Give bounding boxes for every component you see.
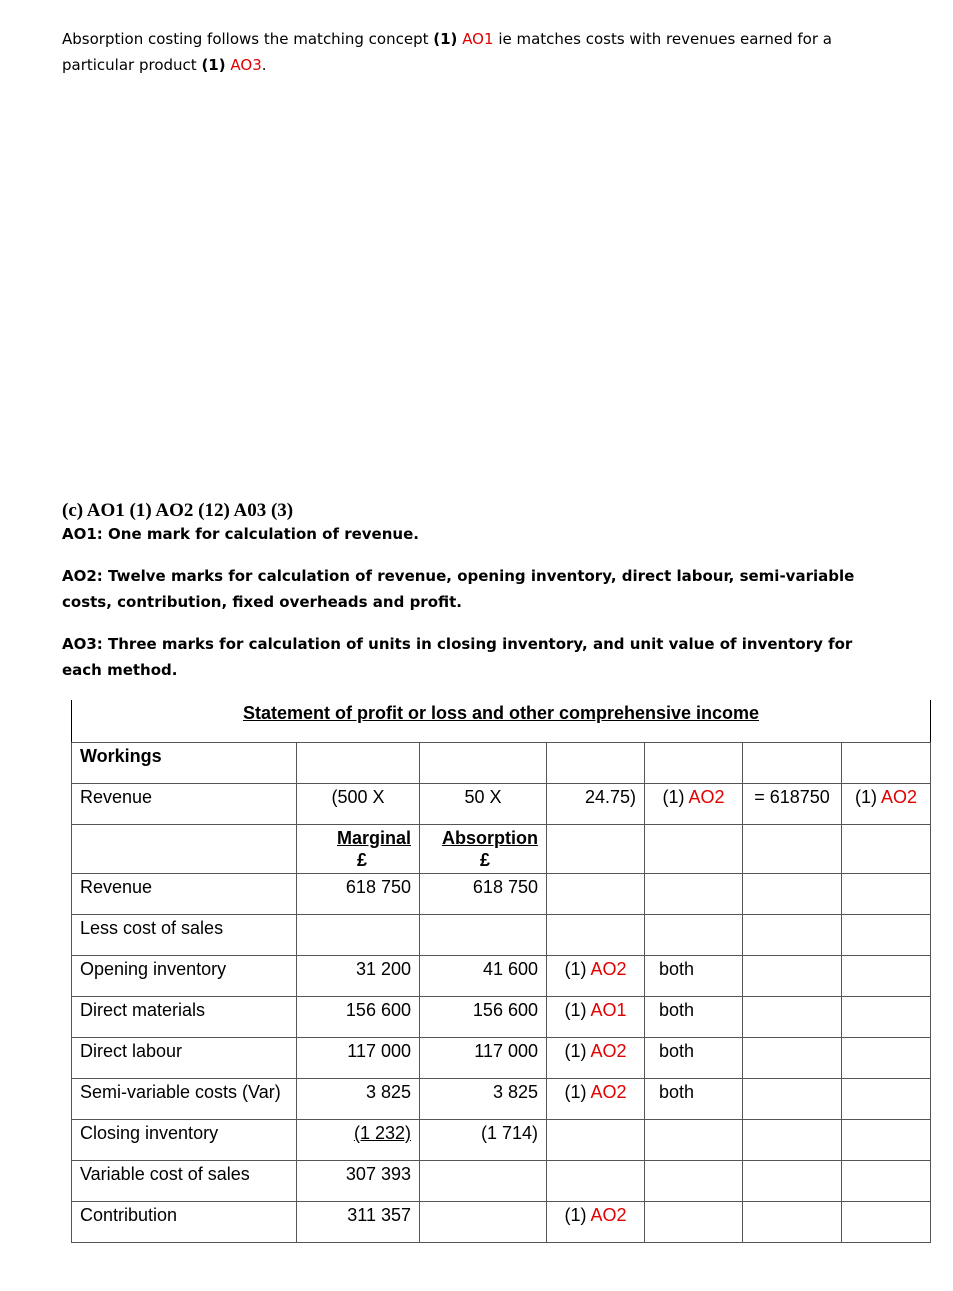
absorption-value: (1 714) [420, 1120, 547, 1161]
currency: £ [356, 850, 367, 870]
absorption-value [420, 915, 547, 956]
ao3-criteria: AO3: Three marks for calculation of units in closing inventory, and unit value of inventory for each method. [62, 635, 853, 679]
ao-label: AO3 [230, 56, 262, 74]
working-cell: 50 X [420, 784, 547, 825]
note-cell [645, 1161, 743, 1202]
absorption-value: 156 600 [420, 997, 547, 1038]
value: 117 000 [347, 1041, 411, 1061]
absorption-value [420, 1161, 547, 1202]
table-row [72, 1202, 931, 1243]
table-row [72, 784, 931, 825]
intro-text: particular product [62, 56, 202, 74]
marginal-header [297, 825, 420, 874]
row-label: Opening inventory [72, 956, 297, 997]
absorption-label: Absorption [442, 828, 538, 848]
row-label: Revenue [72, 784, 297, 825]
mark-cell [547, 997, 645, 1038]
mark-cell [547, 874, 645, 915]
mark: (1) [854, 787, 881, 807]
mark: (1) [662, 787, 689, 807]
mark: (1) [564, 1205, 591, 1225]
absorption-value: 618 750 [420, 874, 547, 915]
note-cell: both [645, 956, 743, 997]
marginal-label: Marginal [336, 828, 411, 848]
marginal-value [297, 1161, 420, 1202]
table-row [72, 1038, 931, 1079]
row-label: Direct materials [72, 997, 297, 1038]
intro-paragraph [62, 26, 832, 78]
note-cell: both [645, 1038, 743, 1079]
table-title-row [71, 700, 931, 742]
row-label: Direct labour [72, 1038, 297, 1079]
mark-cell [645, 784, 743, 825]
note-cell: both [645, 1079, 743, 1120]
working-cell: = 618750 [743, 784, 842, 825]
ao1-criteria: AO1: One mark for calculation of revenue. [62, 525, 419, 543]
intro-text: ie matches costs with revenues earned for a [493, 30, 832, 48]
ao-label: AO2 [590, 1041, 627, 1061]
table-row [72, 915, 931, 956]
currency: £ [479, 850, 490, 870]
value: (1 232) [353, 1123, 411, 1143]
absorption-header [420, 825, 547, 874]
note-cell [645, 1120, 743, 1161]
value: 31 200 [355, 959, 411, 979]
mark-cell [547, 956, 645, 997]
row-label: Revenue [72, 874, 297, 915]
period: . [261, 56, 267, 74]
mark: (1) [564, 1000, 591, 1020]
note-cell [645, 1202, 743, 1243]
marginal-value [297, 874, 420, 915]
value: 156 600 [345, 1000, 411, 1020]
mark-cell [842, 784, 931, 825]
ao-label: AO1 [462, 30, 494, 48]
table-row [72, 1120, 931, 1161]
ao-label: AO1 [590, 1000, 627, 1020]
ao-label: AO2 [688, 787, 725, 807]
mark-cell [547, 915, 645, 956]
table-title: Statement of profit or loss and other comprehensive income [242, 703, 760, 723]
ao-label: AO2 [590, 1082, 627, 1102]
absorption-value: 41 600 [420, 956, 547, 997]
mark: (1) [433, 30, 458, 48]
section-heading: (c) AO1 (1) AO2 (12) A03 (3) [62, 500, 294, 521]
marginal-value [297, 997, 420, 1038]
table-row [72, 956, 931, 997]
absorption-value: 3 825 [420, 1079, 547, 1120]
table-row [72, 743, 931, 784]
mark-cell [547, 1161, 645, 1202]
row-label: Contribution [72, 1202, 297, 1243]
mark: (1) [564, 1041, 591, 1061]
mark: (1) [564, 1082, 591, 1102]
ao2-criteria: AO2: Twelve marks for calculation of revenue, opening inventory, direct labour, semi-variable costs, contribution, fixed overheads and profit. [62, 567, 855, 611]
table-row [72, 1161, 931, 1202]
marginal-value [297, 1038, 420, 1079]
marginal-value [297, 915, 420, 956]
absorption-value [420, 1202, 547, 1243]
ao-label: AO2 [880, 787, 918, 807]
absorption-value: 117 000 [420, 1038, 547, 1079]
ao-label: AO2 [590, 959, 627, 979]
note-cell [645, 915, 743, 956]
note-cell: both [645, 997, 743, 1038]
mark: (1) [201, 56, 226, 74]
marginal-value [297, 956, 420, 997]
row-label: Closing inventory [72, 1120, 297, 1161]
value: 311 357 [347, 1205, 411, 1225]
header-row [72, 825, 931, 874]
mark-cell [547, 1038, 645, 1079]
table-row [72, 997, 931, 1038]
mark: (1) [564, 959, 591, 979]
ao-label: AO2 [590, 1205, 627, 1225]
intro-text: Absorption costing follows the matching concept [62, 30, 434, 48]
value: 3 825 [365, 1082, 411, 1102]
working-cell: 24.75) [547, 784, 645, 825]
table-row [72, 1079, 931, 1120]
marginal-value [297, 1202, 420, 1243]
value: 307 393 [345, 1164, 411, 1184]
marginal-value [297, 1120, 420, 1161]
row-label: Semi-variable costs (Var) [72, 1079, 297, 1120]
profit-loss-table [71, 742, 931, 1243]
workings-label: Workings [72, 743, 297, 784]
mark-cell [547, 1079, 645, 1120]
row-label: Less cost of sales [72, 915, 297, 956]
marginal-value [297, 1079, 420, 1120]
mark-cell [547, 1202, 645, 1243]
working-cell: (500 X [297, 784, 420, 825]
table-row [72, 874, 931, 915]
value: 618 750 [345, 877, 411, 897]
mark-cell [547, 1120, 645, 1161]
note-cell [645, 874, 743, 915]
row-label: Variable cost of sales [72, 1161, 297, 1202]
